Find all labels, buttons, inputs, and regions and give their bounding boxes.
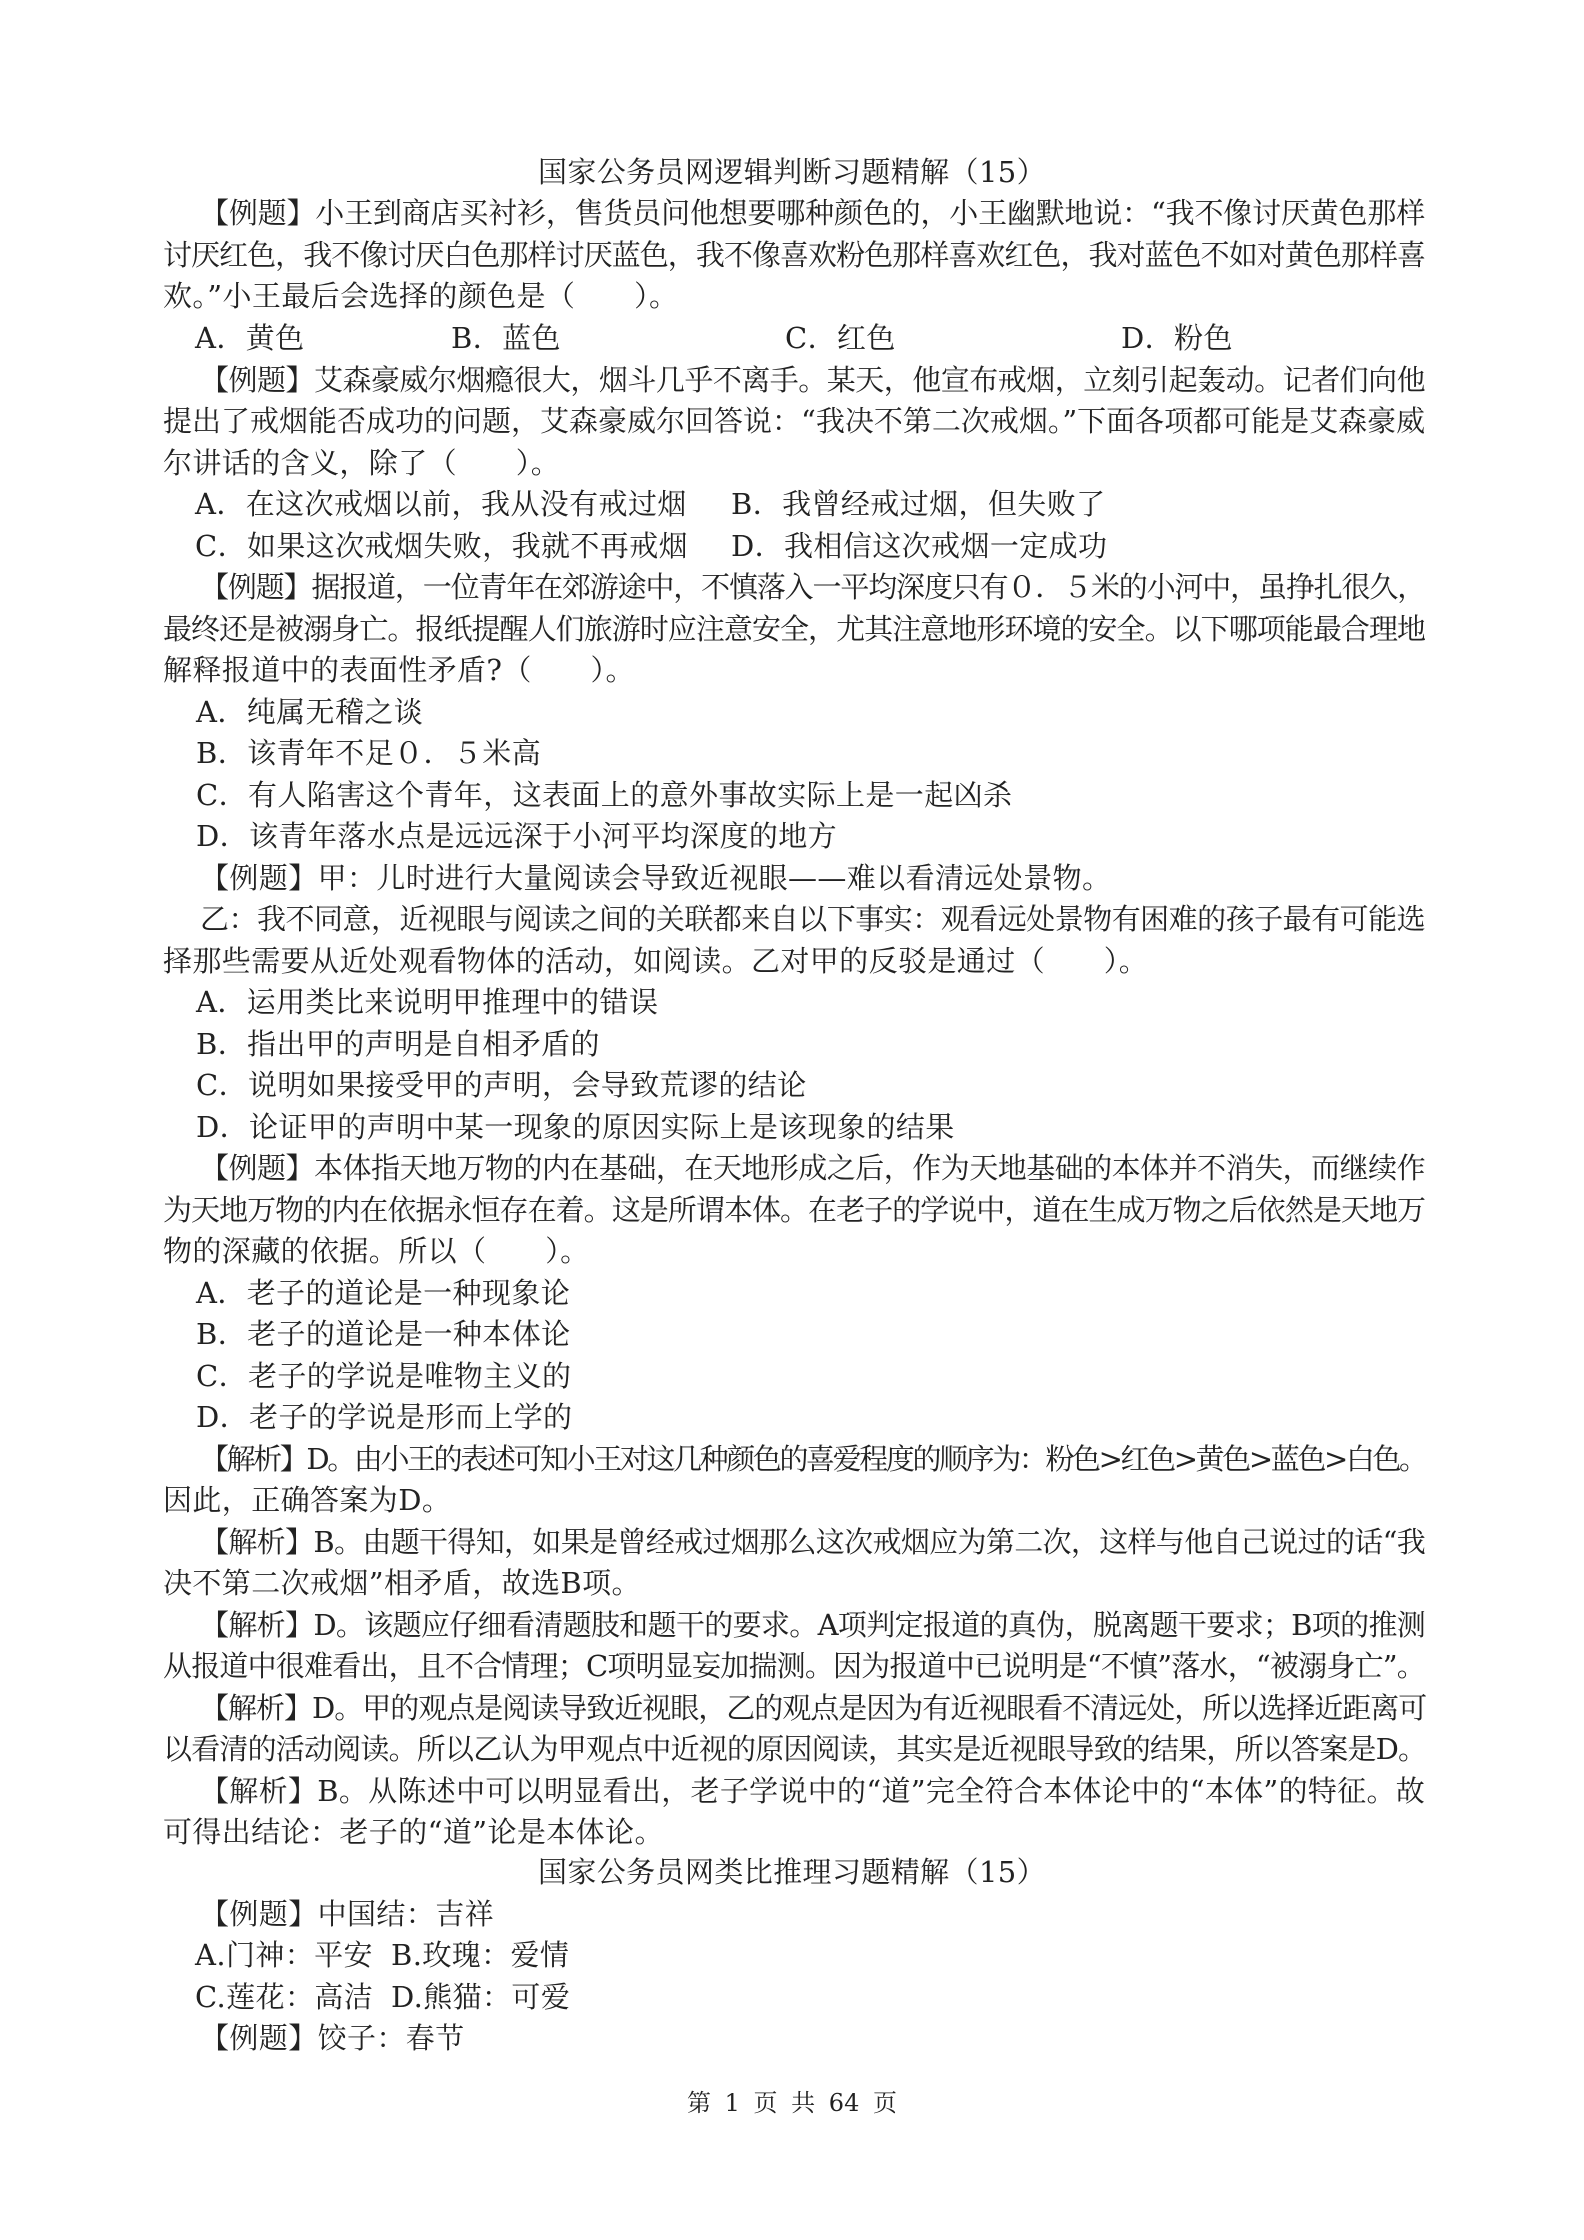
option-d: D．该青年落水点是远远深于小河平均深度的地方 xyxy=(196,819,838,853)
section-title-analogy: 国家公务员网类比推理习题精解（15） xyxy=(537,1855,1047,1889)
option-d: D．论证甲的声明中某一现象的原因实际上是该现象的结果 xyxy=(196,1110,955,1144)
question-text-line: 为天地万物的内在依据永恒存在着。这是所谓本体。在老子的学说中，道在生成万物之后依然是天地万 xyxy=(163,1193,1425,1227)
option-c: C．红色 xyxy=(785,321,896,355)
option-c: C．有人陷害这个青年，这表面上的意外事故实际上是一起凶杀 xyxy=(196,778,1013,812)
question-text-line: 欢。”小王最后会选择的颜色是（ ）。 xyxy=(163,279,679,313)
option-b: B．老子的道论是一种本体论 xyxy=(196,1317,571,1351)
question-text-line: 物的深藏的依据。所以（ ）。 xyxy=(163,1234,590,1268)
question-text-line: 【例题】小王到商店买衬衫，售货员问他想要哪种颜色的，小王幽默地说：“我不像讨厌黄色那样 xyxy=(200,196,1425,230)
page-indicator: 第 1 页 共 64 页 xyxy=(687,2089,897,2117)
option-a: A．运用类比来说明甲推理中的错误 xyxy=(196,985,659,1019)
option-c: C．如果这次戒烟失败，我就不再戒烟 xyxy=(195,529,688,563)
question-text-line: 【例题】中国结：吉祥 xyxy=(200,1897,495,1931)
question-text-line: 【例题】艾森豪威尔烟瘾很大，烟斗几乎不离手。某天，他宣布戒烟，立刻引起轰动。记者们向他 xyxy=(200,363,1425,397)
option-d: D．粉色 xyxy=(1121,321,1233,355)
question-text-line: 乙：我不同意，近视眼与阅读之间的关联都来自以下事实：观看远处景物有困难的孩子最有可能选 xyxy=(200,902,1425,936)
question-text-line: 讨厌红色，我不像讨厌白色那样讨厌蓝色，我不像喜欢粉色那样喜欢红色，我对蓝色不如对黄色那样喜 xyxy=(163,238,1425,272)
option-b: B．我曾经戒过烟，但失败了 xyxy=(731,487,1106,521)
question-text-line: 解释报道中的表面性矛盾?（ ）。 xyxy=(163,653,635,687)
question-text-line: 【例题】本体指天地万物的内在基础，在天地形成之后，作为天地基础的本体并不消失，而继续作 xyxy=(200,1151,1425,1185)
answer-5-line: 【解析】B。从陈述中可以明显看出，老子学说中的“道”完全符合本体论中的“本体”的特征。故 xyxy=(200,1774,1425,1808)
option-d: D.熊猫：可爱 xyxy=(391,1980,571,2014)
option-a: A．老子的道论是一种现象论 xyxy=(196,1276,571,1310)
option-b: B．该青年不足０．５米高 xyxy=(196,736,542,770)
answer-1-line: 因此，正确答案为D。 xyxy=(163,1483,452,1517)
question-text-line: 提出了戒烟能否成功的问题，艾森豪威尔回答说：“我决不第二次戒烟。”下面各项都可能是艾森豪威 xyxy=(163,404,1426,438)
section-title-logic: 国家公务员网逻辑判断习题精解（15） xyxy=(537,155,1047,189)
answer-1-line: 【解析】D。由小王的表述可知小王对这几种颜色的喜爱程度的顺序为：粉色>红色>黄色>蓝色>白色。 xyxy=(200,1442,1426,1476)
answer-3-line: 【解析】D。该题应仔细看清题肢和题干的要求。A项判定报道的真伪，脱离题干要求；B项的推测 xyxy=(200,1608,1425,1642)
option-c: C．老子的学说是唯物主义的 xyxy=(196,1359,572,1393)
question-text-line: 最终还是被溺身亡。报纸提醒人们旅游时应注意安全，尤其注意地形环境的安全。以下哪项能最合理地 xyxy=(163,612,1425,646)
option-d: D．老子的学说是形而上学的 xyxy=(196,1400,573,1434)
answer-2-line: 【解析】B。由题干得知，如果是曾经戒过烟那么这次戒烟应为第二次，这样与他自己说过的话“我 xyxy=(200,1525,1425,1559)
answer-4-line: 以看清的活动阅读。所以乙认为甲观点中近视的原因阅读，其实是近视眼导致的结果，所以答案是D。 xyxy=(163,1732,1427,1766)
option-a: A．黄色 xyxy=(195,321,305,355)
question-text-line: 【例题】饺子：春节 xyxy=(200,2021,465,2055)
answer-5-line: 可得出结论：老子的“道”论是本体论。 xyxy=(163,1815,664,1849)
answer-3-line: 从报道中很难看出，且不合情理；C项明显妄加揣测。因为报道中已说明是“不慎”落水，“被溺身亡”。 xyxy=(163,1649,1425,1683)
option-a: A．纯属无稽之谈 xyxy=(196,695,424,729)
option-b: B．指出甲的声明是自相矛盾的 xyxy=(196,1027,600,1061)
question-text-line: 尔讲话的含义，除了（ ）。 xyxy=(163,446,561,480)
option-c: C．说明如果接受甲的声明，会导致荒谬的结论 xyxy=(196,1068,807,1102)
option-a: A.门神：平安 xyxy=(195,1938,373,1972)
option-a: A．在这次戒烟以前，我从没有戒过烟 xyxy=(195,487,687,521)
answer-2-line: 决不第二次戒烟”相矛盾，故选B项。 xyxy=(163,1566,641,1600)
option-c: C.莲花：高洁 xyxy=(195,1980,374,2014)
question-text-line: 【例题】甲：儿时进行大量阅读会导致近视眼——难以看清远处景物。 xyxy=(200,861,1112,895)
option-d: D．我相信这次戒烟一定成功 xyxy=(731,529,1108,563)
question-text-line: 【例题】据报道，一位青年在郊游途中，不慎落入一平均深度只有０．５米的小河中，虽挣扎很久， xyxy=(200,570,1425,604)
answer-4-line: 【解析】D。甲的观点是阅读导致近视眼，乙的观点是因为有近视眼看不清远处，所以选择近距离可 xyxy=(200,1691,1427,1725)
option-b: B.玫瑰：爱情 xyxy=(391,1938,570,1972)
question-text-line: 择那些需要从近处观看物体的活动，如阅读。乙对甲的反驳是通过（ ）。 xyxy=(163,944,1149,978)
option-b: B．蓝色 xyxy=(451,321,561,355)
